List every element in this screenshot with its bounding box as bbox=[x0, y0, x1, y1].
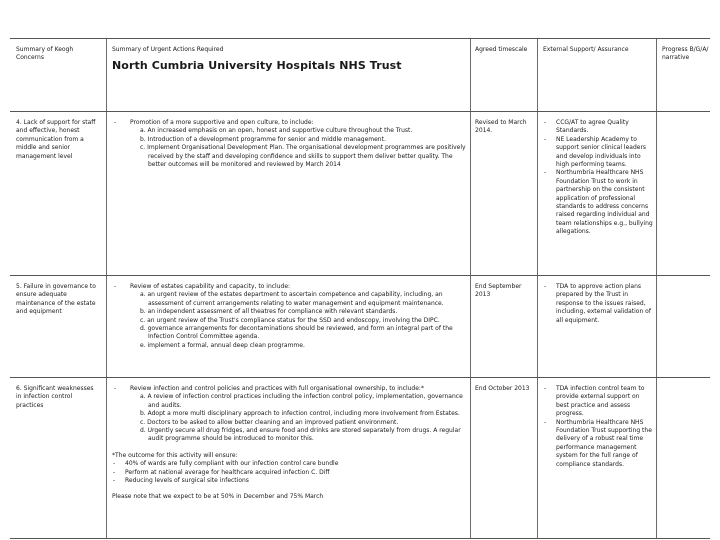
outcome-item: - 40% of wards are fully compliant with our infection control care bundle bbox=[112, 460, 467, 468]
header-actions-label: Summary of Urgent Actions Required bbox=[112, 46, 224, 53]
action-cell bbox=[112, 385, 467, 502]
concern-text: 6. Significant weaknesses in infection control practices bbox=[16, 385, 94, 409]
column-divider bbox=[470, 378, 471, 538]
action-item: a. A review of infection control practices including the infection control policy, implementation, governance and audits. bbox=[140, 393, 463, 409]
action-plan-table bbox=[10, 38, 710, 539]
table-row bbox=[10, 377, 710, 539]
timescale-text: Revised to March 2014. bbox=[475, 119, 527, 135]
support-item: - Northumbria Healthcare NHS Foundation Trust to work in partnership on the consistent application of professional standards to address concerns raised regarding individual and team relationships e.g., bullying allegations. bbox=[543, 169, 653, 236]
action-item: b. an independent assessment of all theatres for compliance with relevant standards. bbox=[140, 308, 398, 316]
column-divider bbox=[106, 276, 107, 377]
support-item: - TDA infection control team to provide external support on best practice and assess progress. bbox=[543, 385, 653, 419]
concern-text: 5. Failure in governance to ensure adequate maintenance of the estate and equipment bbox=[16, 283, 96, 316]
action-item: b. Introduction of a development programme for senior and middle management. bbox=[140, 135, 386, 143]
action-intro: - Review of estates capability and capacity, to include: bbox=[112, 283, 467, 291]
spacer bbox=[112, 444, 467, 452]
column-divider bbox=[470, 112, 471, 275]
outcome-title: *The outcome for this activity will ensure: bbox=[112, 451, 238, 459]
action-item: c. Doctors to be asked to allow better cleaning and an improved patient environment. bbox=[140, 418, 399, 426]
support-cell bbox=[543, 283, 653, 325]
action-item: c. an urgent review of the Trust's compliance status for the SSD and endoscopy, involving the DIPC. bbox=[140, 316, 440, 324]
action-item: e. implement a formal, annual deep clean programme. bbox=[140, 341, 305, 349]
timescale-text: End September 2013 bbox=[475, 283, 522, 299]
table-row bbox=[10, 275, 710, 377]
table-row bbox=[10, 111, 710, 275]
column-divider bbox=[537, 112, 538, 275]
header-progress: Progress B/G/A/ narrative bbox=[662, 46, 709, 62]
concern-text: 4. Lack of support for staff and effective, honest communication from a middle and senior management level bbox=[16, 119, 96, 160]
column-divider bbox=[656, 378, 657, 538]
timescale-text: End October 2013 bbox=[475, 385, 530, 392]
action-item: d. governance arrangements for decontaminations should be reviewed, and form an integral part of the Infection Control Committee agenda. bbox=[140, 325, 453, 341]
progress-note: Please note that we expect to be at 50% in December and 75% March bbox=[112, 493, 324, 501]
header-concerns: Summary of Keogh Concerns bbox=[16, 46, 74, 62]
support-item: - CCG/AT to agree Quality Standards. bbox=[543, 119, 653, 136]
page-title: North Cumbria University Hospitals NHS Trust bbox=[112, 59, 402, 73]
column-divider bbox=[656, 276, 657, 377]
outcome-item: - Perform at national average for healthcare acquired infection C. Diff bbox=[112, 469, 467, 477]
action-intro: - Promotion of a more supportive and open culture, to include: bbox=[112, 119, 467, 127]
column-divider bbox=[656, 112, 657, 275]
support-cell bbox=[543, 385, 653, 469]
column-divider bbox=[106, 39, 107, 111]
action-intro: - Review infection and control policies and practices with full organisational ownership, to include:* bbox=[112, 385, 467, 393]
column-divider bbox=[656, 39, 657, 111]
support-cell bbox=[543, 119, 653, 237]
action-item: b. Adopt a more multi disciplinary approach to infection control, including more involvement from Estates. bbox=[140, 410, 460, 418]
action-item: d. Urgently secure all drug fridges, and ensure food and drinks are stored separately from drugs. A regular audit programme should be introduced to monitor this. bbox=[140, 427, 461, 443]
column-divider bbox=[537, 39, 538, 111]
header-actions bbox=[112, 46, 467, 73]
support-item: - Northumbria Healthcare NHS Foundation Trust supporting the delivery of a robust real time performance management system for the full range of compliance standards. bbox=[543, 419, 653, 469]
column-divider bbox=[470, 39, 471, 111]
support-item: - NE Leadership Academy to support senior clinical leaders and develop individuals into high performing teams. bbox=[543, 136, 653, 170]
column-divider bbox=[106, 378, 107, 538]
column-divider bbox=[537, 378, 538, 538]
action-item: a. An increased emphasis on an open, honest and supportive culture throughout the Trust. bbox=[140, 127, 413, 135]
header-support: External Support/ Assurance bbox=[543, 46, 629, 53]
action-cell bbox=[112, 119, 467, 169]
column-divider bbox=[106, 112, 107, 275]
support-item: - TDA to approve action plans prepared by the Trust in response to the issues raised, including, external validation of all equipment. bbox=[543, 283, 653, 325]
action-cell bbox=[112, 283, 467, 350]
action-item: c. Implement Organisational Development Plan. The organisational development programmes are positively received by the staff and developing confidence and skills to support them deliver better quality. The better outcomes will be monitored and reviewed by March 2014 bbox=[140, 144, 466, 169]
column-divider bbox=[470, 276, 471, 377]
outcome-item: - Reducing levels of surgical site infections bbox=[112, 477, 467, 485]
table-header-row bbox=[10, 38, 710, 111]
action-item: a. an urgent review of the estates department to ascertain competence and capability, including, an assessment of current arrangements relating to water management and equipment maintenance. bbox=[140, 291, 444, 307]
header-timescale: Agreed timescale bbox=[475, 46, 528, 53]
spacer bbox=[112, 485, 467, 493]
column-divider bbox=[537, 276, 538, 377]
